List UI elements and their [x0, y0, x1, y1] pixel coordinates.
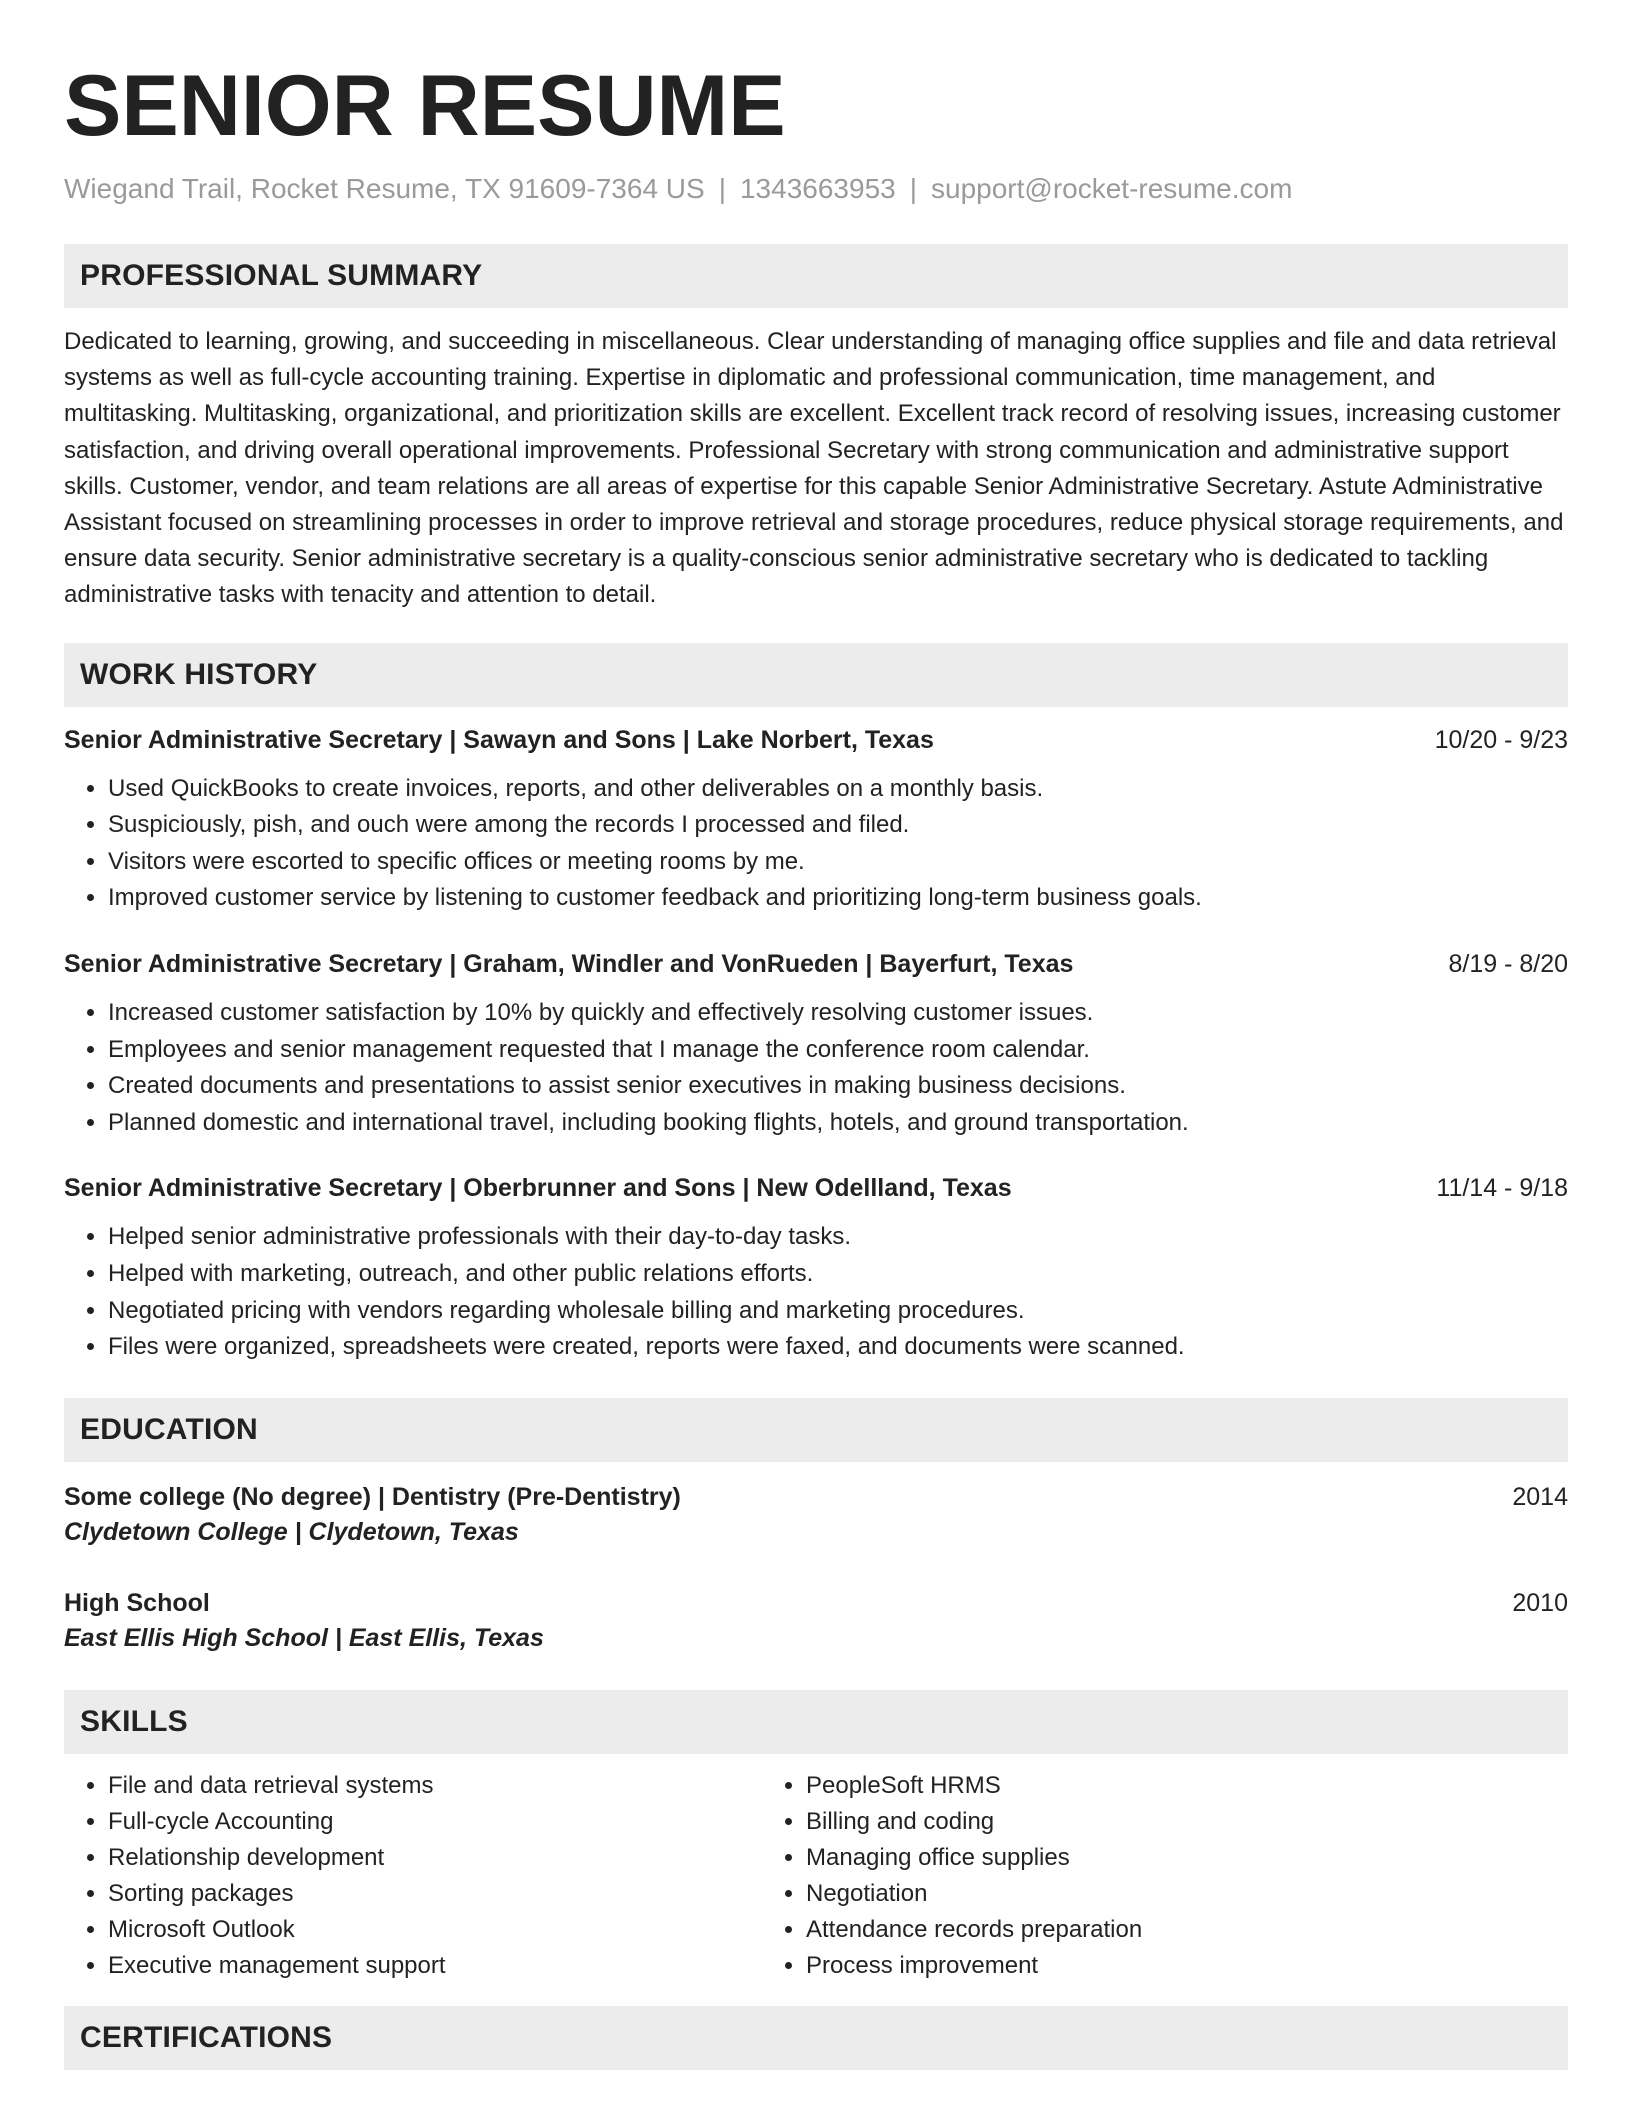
skill-item: • Full-cycle Accounting — [108, 1804, 762, 1840]
skill-item: • Relationship development — [108, 1840, 762, 1876]
skill-item: • File and data retrieval systems — [108, 1768, 762, 1804]
section-heading-work-history: WORK HISTORY — [64, 643, 1568, 707]
contact-line — [64, 172, 1568, 206]
resume-page — [64, 0, 1568, 2070]
skill-item: • Managing office supplies — [806, 1840, 1568, 1876]
job-bullet: • Helped with marketing, outreach, and other public relations efforts. — [108, 1256, 1568, 1293]
contact-address: Wiegand Trail, Rocket Resume, TX 91609-7364 US — [64, 173, 705, 204]
contact-separator: | — [909, 173, 917, 204]
skill-item: • Process improvement — [806, 1948, 1568, 1984]
skill-item: • Negotiation — [806, 1876, 1568, 1912]
job-bullet: • Visitors were escorted to specific offices or meeting rooms by me. — [108, 844, 1568, 881]
skills-column-left — [64, 1768, 762, 1984]
job-dates: 10/20 - 9/23 — [1434, 725, 1568, 754]
section-heading-education: EDUCATION — [64, 1398, 1568, 1462]
skill-item: • Sorting packages — [108, 1876, 762, 1912]
job-bullet: • Created documents and presentations to assist senior executives in making business decisions. — [108, 1068, 1568, 1105]
skill-item: • Billing and coding — [806, 1804, 1568, 1840]
job-bullet: • Negotiated pricing with vendors regarding wholesale billing and marketing procedures. — [108, 1293, 1568, 1330]
job-entry — [64, 947, 1568, 1141]
section-heading-summary: PROFESSIONAL SUMMARY — [64, 244, 1568, 308]
job-entry — [64, 1171, 1568, 1365]
skill-item: • Executive management support — [108, 1948, 762, 1984]
job-entry — [64, 723, 1568, 917]
skill-item: • PeopleSoft HRMS — [806, 1768, 1568, 1804]
job-bullet: • Increased customer satisfaction by 10% by quickly and effectively resolving customer issues. — [108, 995, 1568, 1032]
education-entry — [64, 1586, 1568, 1656]
job-title: Senior Administrative Secretary | Graham, Windler and VonRueden | Bayerfurt, Texas — [64, 950, 1074, 978]
job-bullet: • Improved customer service by listening to customer feedback and prioritizing long-term business goals. — [108, 880, 1568, 917]
job-bullets — [64, 771, 1568, 917]
education-entry — [64, 1480, 1568, 1550]
education-degree: Some college (No degree) | Dentistry (Pre-Dentistry) — [64, 1482, 681, 1511]
job-dates: 11/14 - 9/18 — [1436, 1174, 1568, 1203]
contact-phone: 1343663953 — [739, 173, 896, 204]
resume-title: SENIOR RESUME — [64, 58, 786, 154]
job-bullets — [64, 1219, 1568, 1365]
job-bullet: • Files were organized, spreadsheets were created, reports were faxed, and documents were scanned. — [108, 1329, 1568, 1366]
job-bullet: • Helped senior administrative professionals with their day-to-day tasks. — [108, 1219, 1568, 1256]
education-school: Clydetown College | Clydetown, Texas — [64, 1517, 519, 1546]
section-heading-certifications: CERTIFICATIONS — [64, 2006, 1568, 2070]
skill-item: • Attendance records preparation — [806, 1912, 1568, 1948]
education-year: 2014 — [1512, 1482, 1568, 1511]
skills-column-right — [762, 1768, 1568, 1984]
education-degree: High School — [64, 1588, 210, 1617]
job-bullet: • Employees and senior management requested that I manage the conference room calendar. — [108, 1032, 1568, 1069]
job-title: Senior Administrative Secretary | Sawayn and Sons | Lake Norbert, Texas — [64, 725, 934, 754]
job-title: Senior Administrative Secretary | Oberbrunner and Sons | New Odellland, Texas — [64, 1174, 1012, 1203]
job-bullet: • Used QuickBooks to create invoices, reports, and other deliverables on a monthly basis. — [108, 771, 1568, 808]
contact-separator: | — [718, 173, 726, 204]
education-year: 2010 — [1512, 1588, 1568, 1617]
summary-text: Dedicated to learning, growing, and succeeding in miscellaneous. Clear understanding of managing office supplies and file and data retrieval systems as well as full-cycle accounting training. Expertise in diplomatic and professional communication, time management, and multitasking. Multitasking, organizational, and prioritization skills are excellent. Excellent track record of resolving issues, increasing customer satisfaction, and driving overall operational improvements. Professional Secretary with strong communication and administrative support skills. Customer, vendor, and team relations are all areas of expertise for this capable Senior Administrative Secretary. Astute Administrative Assistant focused on streamlining processes in order to improve retrieval and storage procedures, reduce physical storage requirements, and ensure data security. Senior administrative secretary is a quality-conscious senior administrative secretary who is dedicated to tackling administrative tasks with tenacity and attention to detail. — [64, 328, 1564, 609]
contact-email: support@rocket-resume.com — [931, 173, 1293, 204]
job-bullet: • Planned domestic and international travel, including booking flights, hotels, and ground transportation. — [108, 1105, 1568, 1142]
skills-list — [64, 1768, 1568, 1984]
job-dates: 8/19 - 8/20 — [1448, 950, 1568, 978]
section-heading-skills: SKILLS — [64, 1690, 1568, 1754]
job-bullets — [64, 995, 1568, 1141]
education-school: East Ellis High School | East Ellis, Texas — [64, 1623, 544, 1652]
skill-item: • Microsoft Outlook — [108, 1912, 762, 1948]
job-bullet: • Suspiciously, pish, and ouch were among the records I processed and filed. — [108, 807, 1568, 844]
